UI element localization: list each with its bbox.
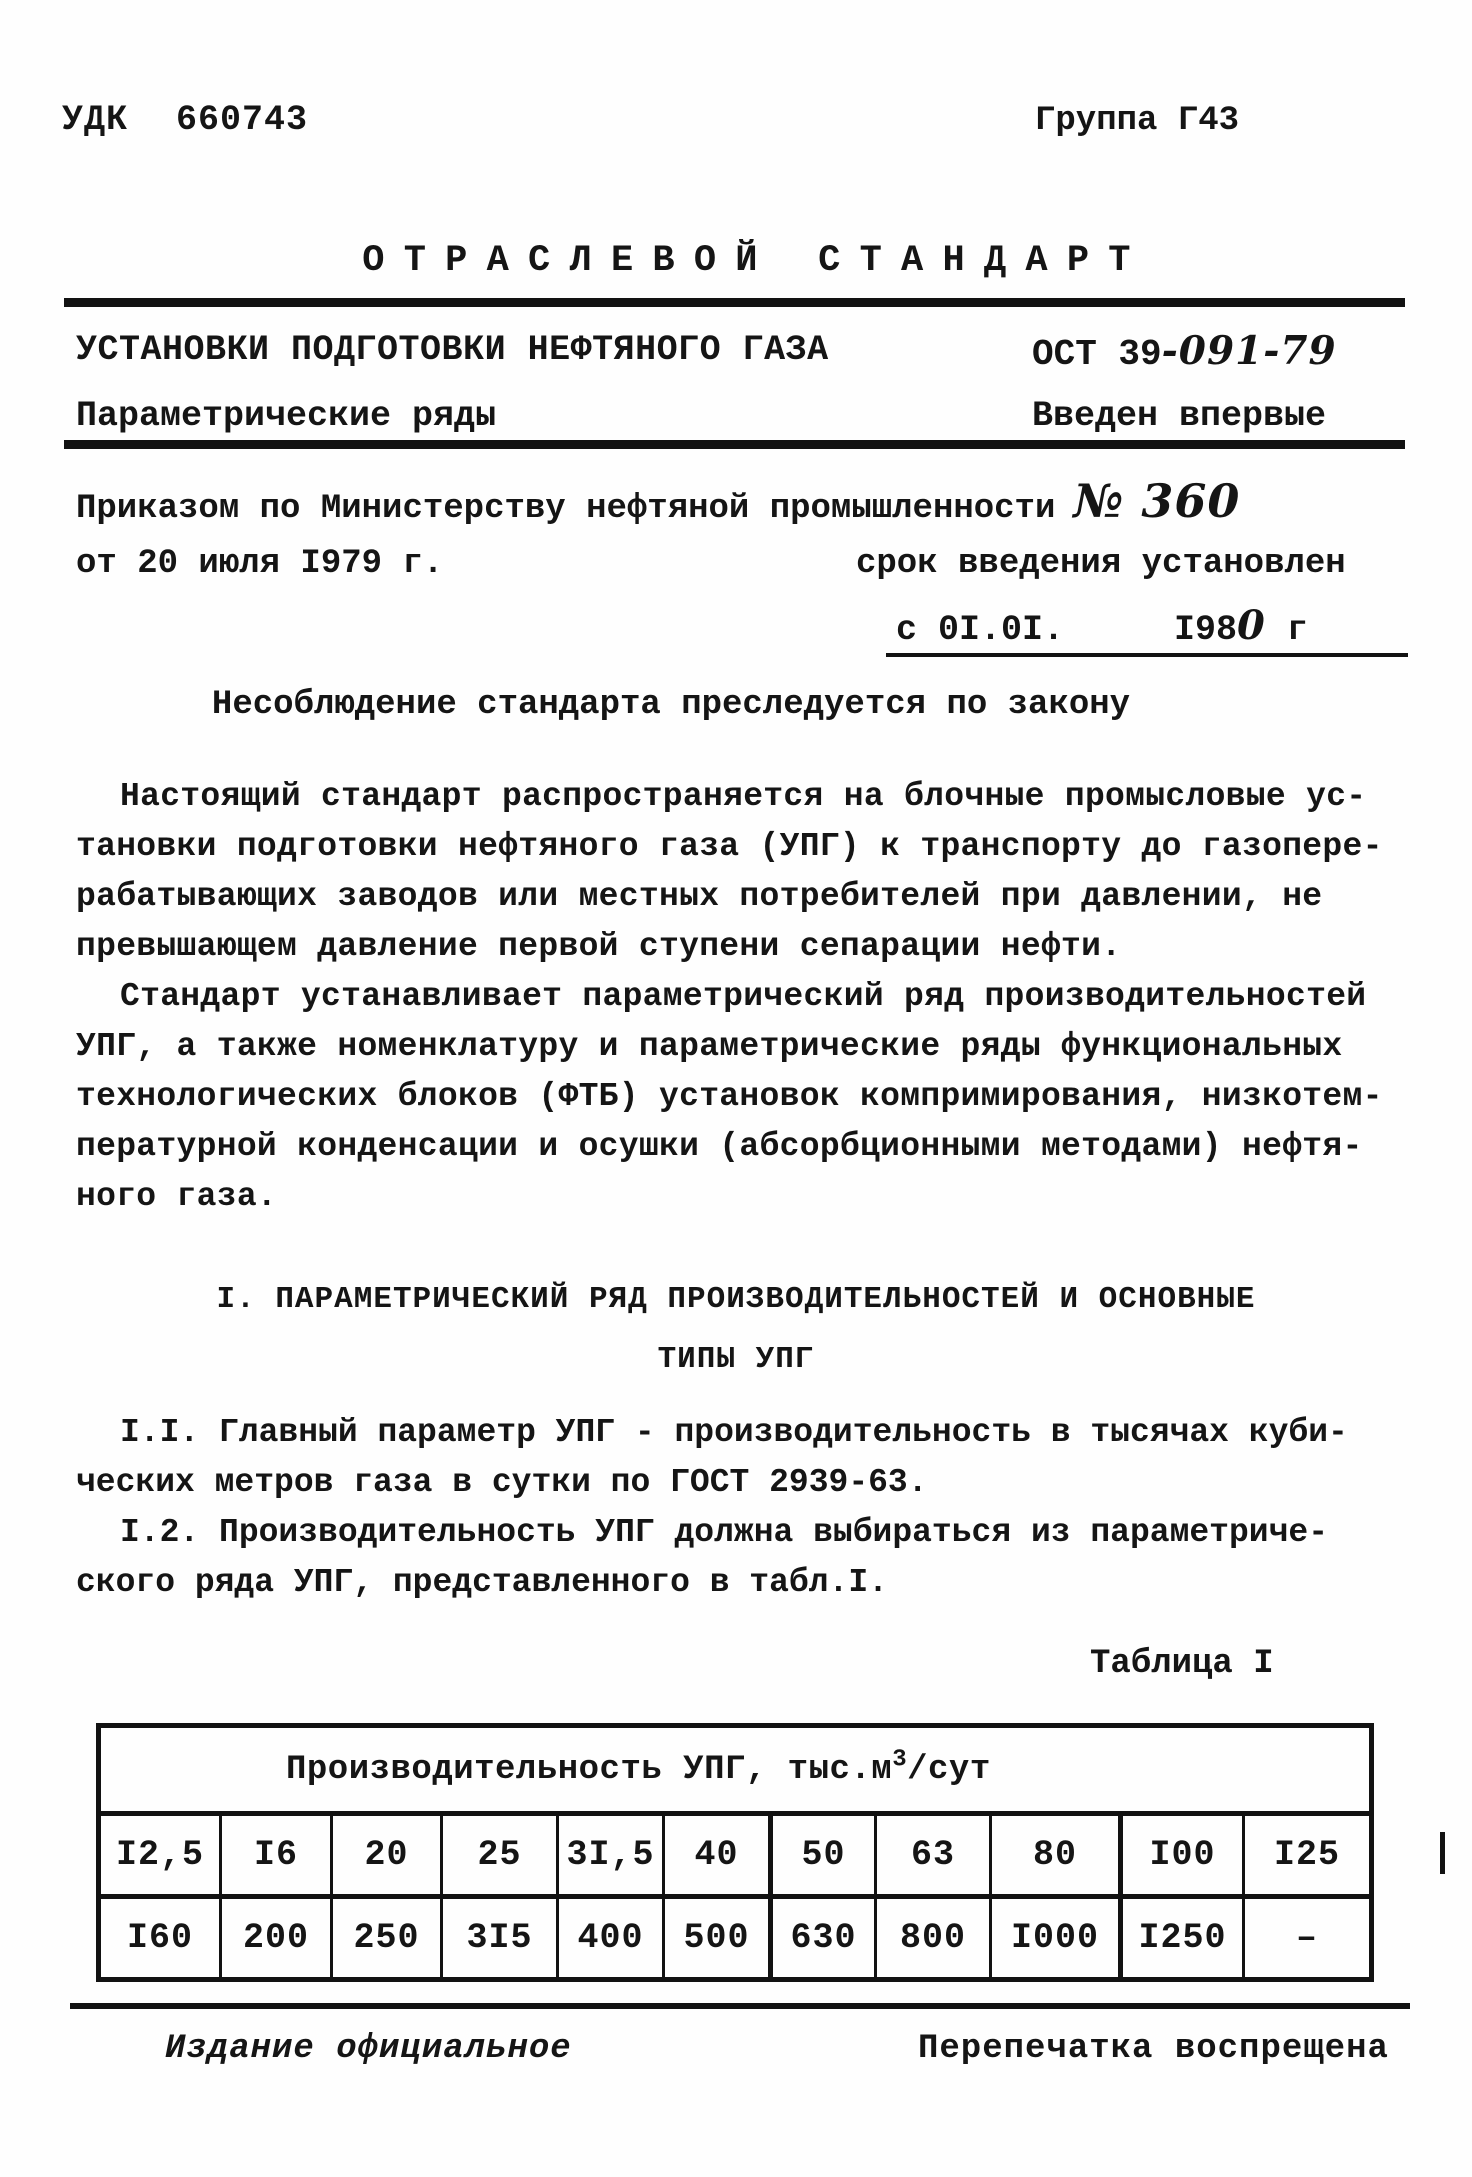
table-cell: 50 [768,1816,874,1899]
order-date: от 20 июля I979 г. [76,545,444,583]
standard-code-handwritten: -091-79 [1161,328,1337,374]
table-header-text: Производительность УПГ, $тыс.м^3$/сут [286,1746,991,1789]
text-line: ного газа. [76,1178,278,1215]
table-cell: 3I5 [440,1899,556,1977]
text-line: I.I. Главный параметр УПГ - производительность в тысячах куби- [120,1414,1348,1451]
text-line: рабатывающих заводов или местных потребителей при давлении, не [76,878,1323,915]
table-row [101,1816,1369,1899]
text-line: технологических блоков (ФТБ) установок компримирования, низкотем- [76,1078,1383,1115]
effective-date-line [896,602,1308,650]
text-line: ского ряда УПГ, представленного в табл.I. [76,1564,888,1601]
text-line: превышающем давление первой ступени сепарации нефти. [76,928,1122,965]
scan-artifact-mark [1440,1832,1445,1874]
table-cell: – [1242,1899,1369,1977]
superscript-3: 3 [892,1746,908,1774]
udk-label: УДК [62,100,129,140]
effective-date-prefix: с 0I.0I. [896,610,1065,650]
law-notice: Несоблюдение стандарта преследуется по закону [211,686,1131,724]
table-cell: I6 [219,1816,330,1899]
standard-heading: ОТРАСЛЕВОЙ СТАНДАРТ [362,240,1150,282]
text-line: УПГ, а также номенклатуру и параметрические ряды функциональных [76,1028,1343,1065]
table-cell: I2,5 [101,1816,219,1899]
table-cell: 63 [874,1816,989,1899]
text-line: пературной конденсации и осушки (абсорбционными методами) нефтя- [76,1128,1363,1165]
intro-paragraphs [76,772,1408,1222]
table-cell: 500 [662,1899,768,1977]
text-line: ческих метров газа в сутки по ГОСТ 2939-63. [76,1464,928,1501]
effective-date-suffix: г [1286,610,1308,650]
effective-date-underline [886,653,1408,657]
table-caption: Таблица I [1090,1645,1274,1683]
table-cell: 3I,5 [556,1816,662,1899]
table-cell: I25 [1242,1816,1369,1899]
section1-heading-line2: ТИПЫ УПГ [657,1342,815,1377]
table-cell: 400 [556,1899,662,1977]
horizontal-rule-top [64,298,1405,307]
term-of-introduction: срок введения установлен [856,545,1346,583]
order-number-handwritten: № 360 [1073,474,1241,528]
footer-official-edition: Издание официальное [165,2030,572,2068]
udk-line [62,100,308,140]
text-line: Настоящий стандарт распространяется на блочные промысловые ус- [120,778,1367,815]
table-header-row [101,1728,1369,1816]
udk-number: 660743 [176,100,309,140]
section1-paragraphs [76,1408,1408,1608]
table-cell: 40 [662,1816,768,1899]
table-row [101,1899,1369,1977]
table-cell: I00 [1118,1816,1242,1899]
parametric-series-table [96,1723,1374,1982]
effective-year-handwritten: 0 [1237,602,1266,649]
table-cell: 200 [219,1899,330,1977]
order-text: Приказом по Министерству нефтяной промышленности [76,490,1056,528]
subject-title-line2: Параметрические ряды [76,396,497,436]
table-cell: 800 [874,1899,989,1977]
table-cell: 250 [330,1899,440,1977]
table-cell: 20 [330,1816,440,1899]
introduced-status: Введен впервые [1032,396,1327,436]
section1-heading-line1: I. ПАРАМЕТРИЧЕСКИЙ РЯД ПРОИЗВОДИТЕЛЬНОСТЕЙ И ОСНОВНЫЕ [216,1282,1256,1317]
text-line: Стандарт устанавливает параметрический ряд производительностей [120,978,1367,1015]
text-line: I.2. Производительность УПГ должна выбираться из параметриче- [120,1514,1328,1551]
table-cell: I60 [126,1918,193,1958]
horizontal-rule-footer [70,2003,1410,2009]
table-cell: I250 [1118,1899,1242,1977]
subject-title-line1: УСТАНОВКИ ПОДГОТОВКИ НЕФТЯНОГО ГАЗА [76,330,829,370]
table-cell: 25 [440,1816,556,1899]
group-label: Группа Г43 [1035,102,1240,140]
footer-reprint-forbidden: Перепечатка воспрещена [918,2030,1389,2068]
text-line: тановки подготовки нефтяного газа (УПГ) к транспорту до газопере- [76,828,1383,865]
order-line [76,474,1240,528]
horizontal-rule-middle [64,440,1405,449]
effective-year-typed: I98 [1174,610,1238,650]
table-cell: 630 [768,1899,874,1977]
standard-code-typed: ОСТ 39 [1032,334,1162,375]
table-cell: 80 [989,1816,1118,1899]
standard-code [1032,328,1337,375]
table-cell: I000 [989,1899,1118,1977]
